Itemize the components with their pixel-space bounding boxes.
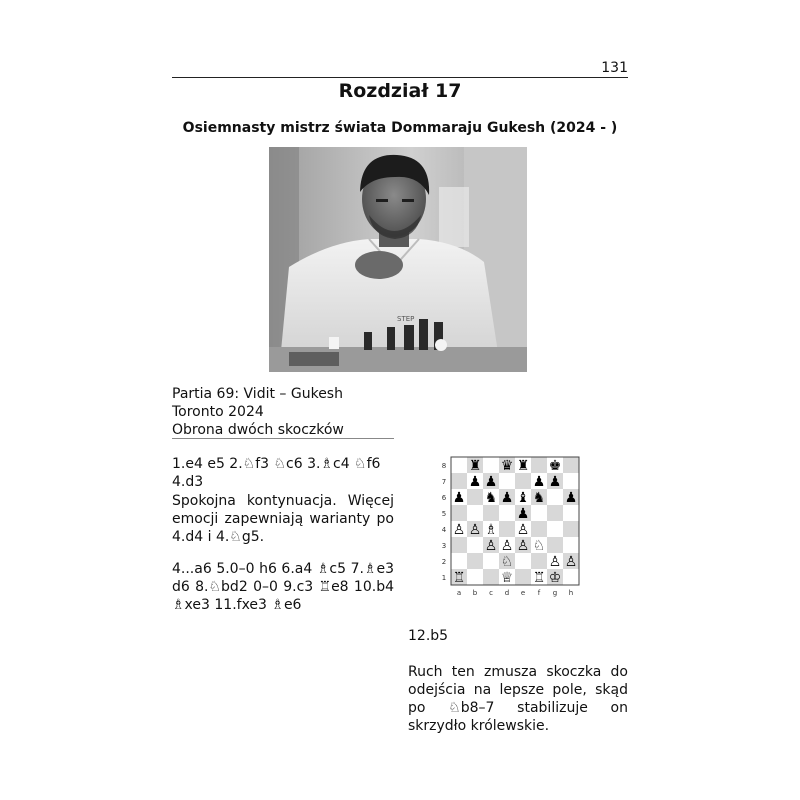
board-square-b1 bbox=[467, 569, 483, 585]
game-header-rule bbox=[172, 438, 394, 439]
rank-label: 4 bbox=[441, 526, 447, 534]
board-square-d7 bbox=[499, 473, 515, 489]
board-square-g3 bbox=[547, 537, 563, 553]
board-square-g4 bbox=[547, 521, 563, 537]
rank-label: 3 bbox=[441, 542, 447, 550]
file-label: b bbox=[472, 589, 478, 597]
chess-piece-a6: ♟ bbox=[452, 490, 466, 506]
chess-piece-d1: ♕ bbox=[500, 570, 514, 586]
chess-piece-g2: ♙ bbox=[548, 554, 562, 570]
board-square-f5 bbox=[531, 505, 547, 521]
board-square-h4 bbox=[563, 521, 579, 537]
board-square-h7 bbox=[563, 473, 579, 489]
chess-piece-f6: ♞ bbox=[532, 490, 546, 506]
rank-label: 1 bbox=[441, 574, 447, 582]
file-label: e bbox=[520, 589, 526, 597]
board-square-h3 bbox=[563, 537, 579, 553]
board-square-c1 bbox=[483, 569, 499, 585]
photo-text: STEP bbox=[397, 315, 415, 323]
chess-piece-a4: ♙ bbox=[452, 522, 466, 538]
board-square-b5 bbox=[467, 505, 483, 521]
file-label: g bbox=[552, 589, 558, 597]
file-label: f bbox=[537, 589, 541, 597]
board-square-f2 bbox=[531, 553, 547, 569]
file-label: a bbox=[456, 589, 462, 597]
commentary-1: Spokojna kontynuacja. Więcej emocji zapewniają warianty po 4.d4 i 4.♘g5. bbox=[172, 493, 394, 545]
chapter-title: Rozdział 17 bbox=[338, 80, 462, 102]
chess-piece-d2: ♘ bbox=[500, 554, 514, 570]
board-square-e7 bbox=[515, 473, 531, 489]
chapter-subtitle: Osiemnasty mistrz świata Dommaraju Gukesh (2024 - ) bbox=[182, 120, 618, 136]
chess-piece-g1: ♔ bbox=[548, 570, 562, 586]
moves-continuation: 4...a6 5.0–0 h6 6.a4 ♗c5 7.♗e3 d6 8.♘bd2 0–0 9.c3 ♖e8 10.b4 ♗xe3 11.fxe3 ♗e6 bbox=[172, 561, 394, 613]
chess-piece-e6: ♝ bbox=[516, 490, 530, 506]
chess-piece-b4: ♙ bbox=[468, 522, 482, 538]
chess-diagram bbox=[437, 455, 587, 615]
board-square-g6 bbox=[547, 489, 563, 505]
board-square-b3 bbox=[467, 537, 483, 553]
chess-piece-g7: ♟ bbox=[548, 474, 562, 490]
board-square-c8 bbox=[483, 457, 499, 473]
chess-piece-e3: ♙ bbox=[516, 538, 530, 554]
game-header bbox=[172, 385, 394, 439]
chess-piece-d6: ♟ bbox=[500, 490, 514, 506]
board-square-a8 bbox=[451, 457, 467, 473]
chess-piece-c4: ♗ bbox=[484, 522, 498, 538]
board-square-e1 bbox=[515, 569, 531, 585]
player-photo bbox=[269, 147, 527, 372]
rank-label: 7 bbox=[441, 478, 447, 486]
chess-piece-a1: ♖ bbox=[452, 570, 466, 586]
chess-piece-g8: ♚ bbox=[548, 458, 562, 474]
chess-piece-e4: ♙ bbox=[516, 522, 530, 538]
chess-piece-e5: ♟ bbox=[516, 506, 530, 522]
file-label: c bbox=[489, 589, 493, 597]
rank-label: 5 bbox=[441, 510, 447, 518]
rank-label: 8 bbox=[441, 462, 447, 470]
chess-piece-c6: ♞ bbox=[484, 490, 498, 506]
chess-piece-b8: ♜ bbox=[468, 458, 482, 474]
board-square-a3 bbox=[451, 537, 467, 553]
board-square-b6 bbox=[467, 489, 483, 505]
game-opening: Obrona dwóch skoczków bbox=[172, 422, 344, 438]
chess-piece-b7: ♟ bbox=[468, 474, 482, 490]
rank-label: 2 bbox=[441, 558, 447, 566]
chess-piece-f7: ♟ bbox=[532, 474, 546, 490]
chess-piece-d3: ♙ bbox=[500, 538, 514, 554]
chess-piece-h2: ♙ bbox=[564, 554, 578, 570]
chess-piece-h6: ♟ bbox=[564, 490, 578, 506]
board-square-f4 bbox=[531, 521, 547, 537]
board-square-b2 bbox=[467, 553, 483, 569]
chess-piece-f1: ♖ bbox=[532, 570, 546, 586]
commentary-2: Ruch ten zmusza skoczka do odejścia na lepsze pole, skąd po ♘b8–7 stabilizuje on skrzydło królewskie. bbox=[408, 664, 628, 734]
board-square-d4 bbox=[499, 521, 515, 537]
moves-opening: 1.e4 e5 2.♘f3 ♘c6 3.♗c4 ♘f6 4.d3 bbox=[172, 456, 381, 490]
game-title: Partia 69: Vidit – Gukesh bbox=[172, 386, 343, 402]
move-12: 12.b5 bbox=[408, 628, 449, 644]
chess-piece-e8: ♜ bbox=[516, 458, 530, 474]
game-place: Toronto 2024 bbox=[172, 404, 264, 420]
chess-piece-c7: ♟ bbox=[484, 474, 498, 490]
chess-piece-f3: ♘ bbox=[532, 538, 546, 554]
chess-piece-c3: ♙ bbox=[484, 538, 498, 554]
page-number: 131 bbox=[601, 60, 628, 76]
board-square-g5 bbox=[547, 505, 563, 521]
board-square-h5 bbox=[563, 505, 579, 521]
chess-board bbox=[437, 455, 587, 615]
board-square-a2 bbox=[451, 553, 467, 569]
chess-piece-d8: ♛ bbox=[500, 458, 514, 474]
board-square-e2 bbox=[515, 553, 531, 569]
board-square-c5 bbox=[483, 505, 499, 521]
board-square-a5 bbox=[451, 505, 467, 521]
board-square-h8 bbox=[563, 457, 579, 473]
header-rule bbox=[172, 77, 628, 78]
board-square-d5 bbox=[499, 505, 515, 521]
board-square-h1 bbox=[563, 569, 579, 585]
board-square-c2 bbox=[483, 553, 499, 569]
file-label: h bbox=[568, 589, 574, 597]
board-square-a7 bbox=[451, 473, 467, 489]
rank-label: 6 bbox=[441, 494, 447, 502]
board-square-f8 bbox=[531, 457, 547, 473]
file-label: d bbox=[504, 589, 510, 597]
